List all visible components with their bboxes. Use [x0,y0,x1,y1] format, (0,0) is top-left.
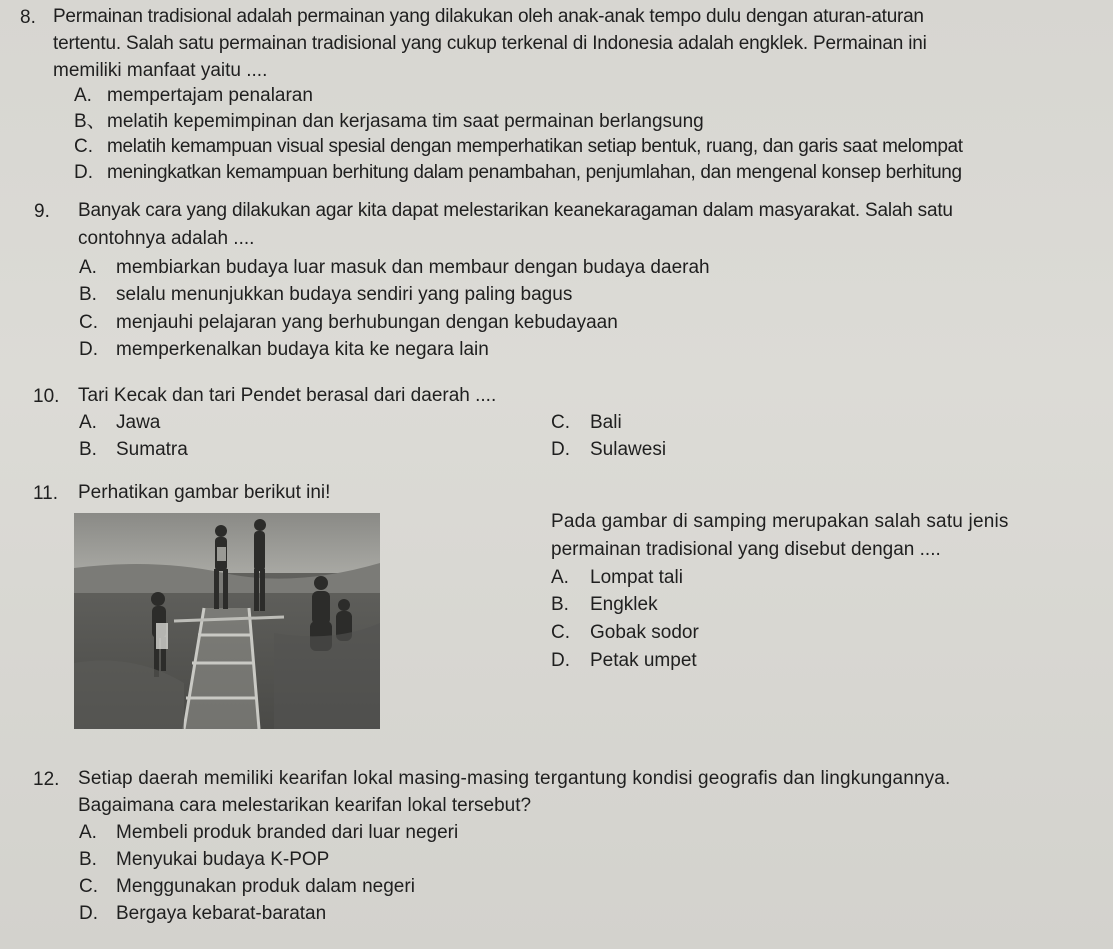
option-letter: D. [74,162,93,183]
option-letter: B. [551,594,569,615]
option-text: Sumatra [116,439,188,460]
option-letter: A. [79,257,97,278]
option-letter: B. [79,849,97,870]
question-number: 8. [20,7,36,28]
engklek-photo [74,513,380,729]
option-text: melatih kemampuan visual spesial dengan memperhatikan setiap bentuk, ruang, dan garis saat melompat [107,136,963,157]
option-letter: A. [551,567,569,588]
question-stem: Tari Kecak dan tari Pendet berasal dari daerah .... [78,385,497,406]
option-letter: C. [551,412,570,433]
question-stem: Bagaimana cara melestarikan kearifan lokal tersebut? [78,795,532,816]
question-stem: permainan tradisional yang disebut dengan .... [551,539,941,560]
question-stem: Pada gambar di samping merupakan salah satu jenis [551,511,1009,532]
option-text: Engklek [590,594,658,615]
question-number: 10. [33,386,60,407]
option-text: Petak umpet [590,650,697,671]
question-stem: Setiap daerah memiliki kearifan lokal masing-masing tergantung kondisi geografis dan lingkungannya. [78,768,951,789]
option-text: Bali [590,412,622,433]
option-letter: B. [79,439,97,460]
option-letter: A. [79,412,97,433]
option-letter: D. [79,903,98,924]
option-letter: C. [79,876,98,897]
option-text: membiarkan budaya luar masuk dan membaur dengan budaya daerah [116,257,710,278]
option-letter: D. [551,439,570,460]
question-stem: tertentu. Salah satu permainan tradisional yang cukup terkenal di Indonesia adalah engklek. Permainan ini [53,33,927,54]
option-letter: D. [551,650,570,671]
option-text: memperkenalkan budaya kita ke negara lain [116,339,489,360]
option-letter: D. [79,339,98,360]
option-text: Jawa [116,412,161,433]
option-letter: A. [74,85,92,106]
option-letter: A. [79,822,97,843]
option-text: Sulawesi [590,439,667,460]
question-stem: Perhatikan gambar berikut ini! [78,482,331,503]
question-stem: Permainan tradisional adalah permainan yang dilakukan oleh anak-anak tempo dulu dengan aturan-aturan [53,6,924,27]
option-text: Bergaya kebarat-baratan [116,903,327,924]
option-text: meningkatkan kemampuan berhitung dalam penambahan, penjumlahan, dan mengenal konsep berhitung [107,162,962,183]
option-text: melatih kepemimpinan dan kerjasama tim saat permainan berlangsung [107,111,704,132]
question-stem: Banyak cara yang dilakukan agar kita dapat melestarikan keanekaragaman dalam masyarakat. Salah satu [78,200,953,221]
question-number: 12. [33,769,60,790]
option-text: Membeli produk branded dari luar negeri [116,822,459,843]
option-text: Menyukai budaya K-POP [116,849,330,870]
option-letter: C. [74,136,93,157]
option-letter: B. [79,284,97,305]
option-text: selalu menunjukkan budaya sendiri yang paling bagus [116,284,573,305]
question-stem: contohnya adalah .... [78,228,255,249]
option-letter: C. [79,312,98,333]
option-text: Menggunakan produk dalam negeri [116,876,415,897]
option-text: Gobak sodor [590,622,699,643]
option-letter: C. [551,622,570,643]
option-text: Lompat tali [590,567,683,588]
option-letter: B、 [74,111,106,132]
question-number: 11. [33,483,59,504]
option-text: menjauhi pelajaran yang berhubungan dengan kebudayaan [116,312,618,333]
question-number: 9. [34,201,50,222]
option-text: mempertajam penalaran [107,85,313,106]
question-stem: memiliki manfaat yaitu .... [53,60,268,81]
